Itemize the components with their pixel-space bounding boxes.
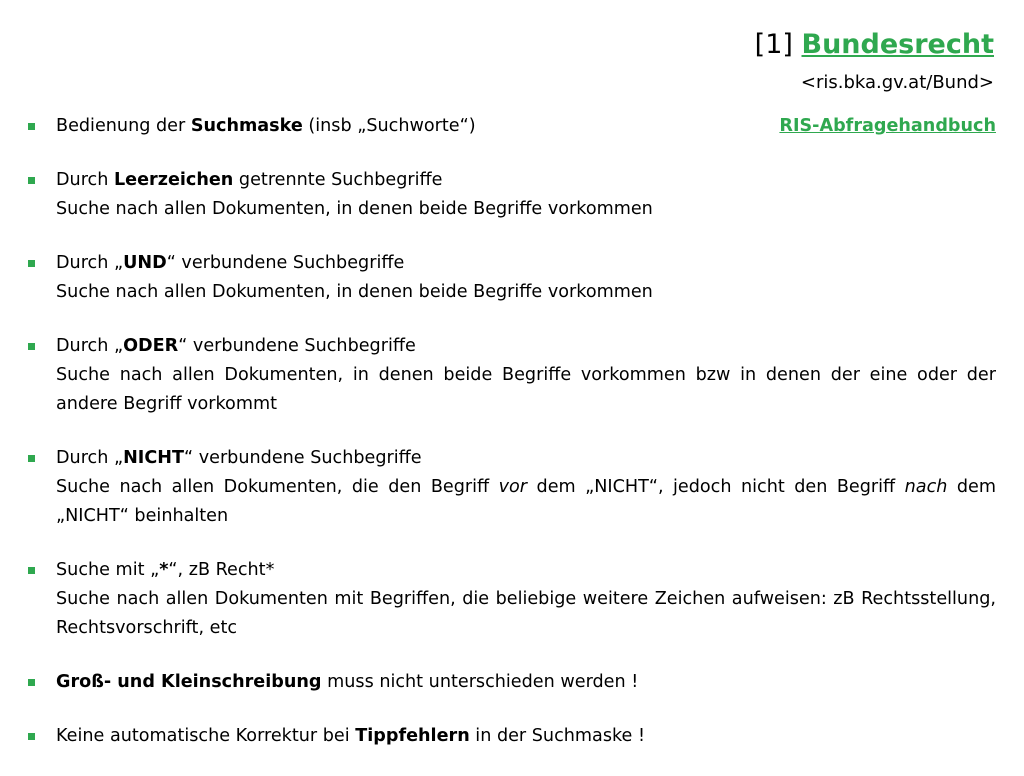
item-description: Suche nach allen Dokumenten, in denen beide Begriffe vorkommen [56, 199, 653, 219]
page-title [755, 28, 994, 62]
title-prefix: [1] [754, 29, 802, 60]
square-bullet-icon [28, 177, 35, 184]
search-tips-list [26, 112, 996, 776]
square-bullet-icon [28, 455, 35, 462]
list-item-oder: Durch „ODER“ verbundene Suchbegriffe Suche nach allen Dokumenten, in denen beide Begriffe vorkommen bzw in denen der eine oder der andere Begriff vorkommt [26, 332, 996, 419]
item-description: Suche nach allen Dokumenten, in denen beide Begriffe vorkommen bzw in denen der eine oder der andere Begriff vorkommt [56, 365, 996, 414]
item-description: Suche nach allen Dokumenten mit Begriffen, die beliebige weitere Zeichen aufweisen: zB Rechtsstellung, Rechtsvorschrift, etc [56, 589, 996, 638]
square-bullet-icon [28, 733, 35, 740]
list-item-gross-klein: Groß- und Kleinschreibung muss nicht unterschieden werden ! [26, 668, 996, 697]
square-bullet-icon [28, 679, 35, 686]
item-description: Suche nach allen Dokumenten, die den Begriff vor dem „NICHT“, jedoch nicht den Begriff nach dem „NICHT“ beinhalten [56, 477, 997, 526]
list-item-nicht: Durch „NICHT“ verbundene Suchbegriffe Suche nach allen Dokumenten, die den Begriff vor dem „NICHT“, jedoch nicht den Begriff nach dem „NICHT“ beinhalten [26, 444, 996, 531]
ris-abfragehandbuch-link[interactable]: RIS-Abfragehandbuch [779, 116, 996, 136]
list-item-suchmaske: Bedienung der Suchmaske (insb „Suchworte“) RIS-Abfragehandbuch [26, 112, 996, 141]
square-bullet-icon [28, 123, 35, 130]
bundesrecht-link[interactable]: Bundesrecht [801, 29, 994, 60]
list-item-wildcard: Suche mit „*“, zB Recht* Suche nach allen Dokumenten mit Begriffen, die beliebige weitere Zeichen aufweisen: zB Rechtsstellung, Rechtsvorschrift, etc [26, 556, 996, 643]
square-bullet-icon [28, 567, 35, 574]
item-description: Suche nach allen Dokumenten, in denen beide Begriffe vorkommen [56, 282, 653, 302]
list-item-leerzeichen: Durch Leerzeichen getrennte Suchbegriffe Suche nach allen Dokumenten, in denen beide Begriffe vorkommen [26, 166, 996, 224]
square-bullet-icon [28, 260, 35, 267]
list-item-und: Durch „UND“ verbundene Suchbegriffe Suche nach allen Dokumenten, in denen beide Begriffe vorkommen [26, 249, 996, 307]
page-subtitle: <ris.bka.gv.at/Bund> [800, 72, 994, 93]
square-bullet-icon [28, 343, 35, 350]
list-item-tippfehler: Keine automatische Korrektur bei Tippfehlern in der Suchmaske ! [26, 722, 996, 751]
